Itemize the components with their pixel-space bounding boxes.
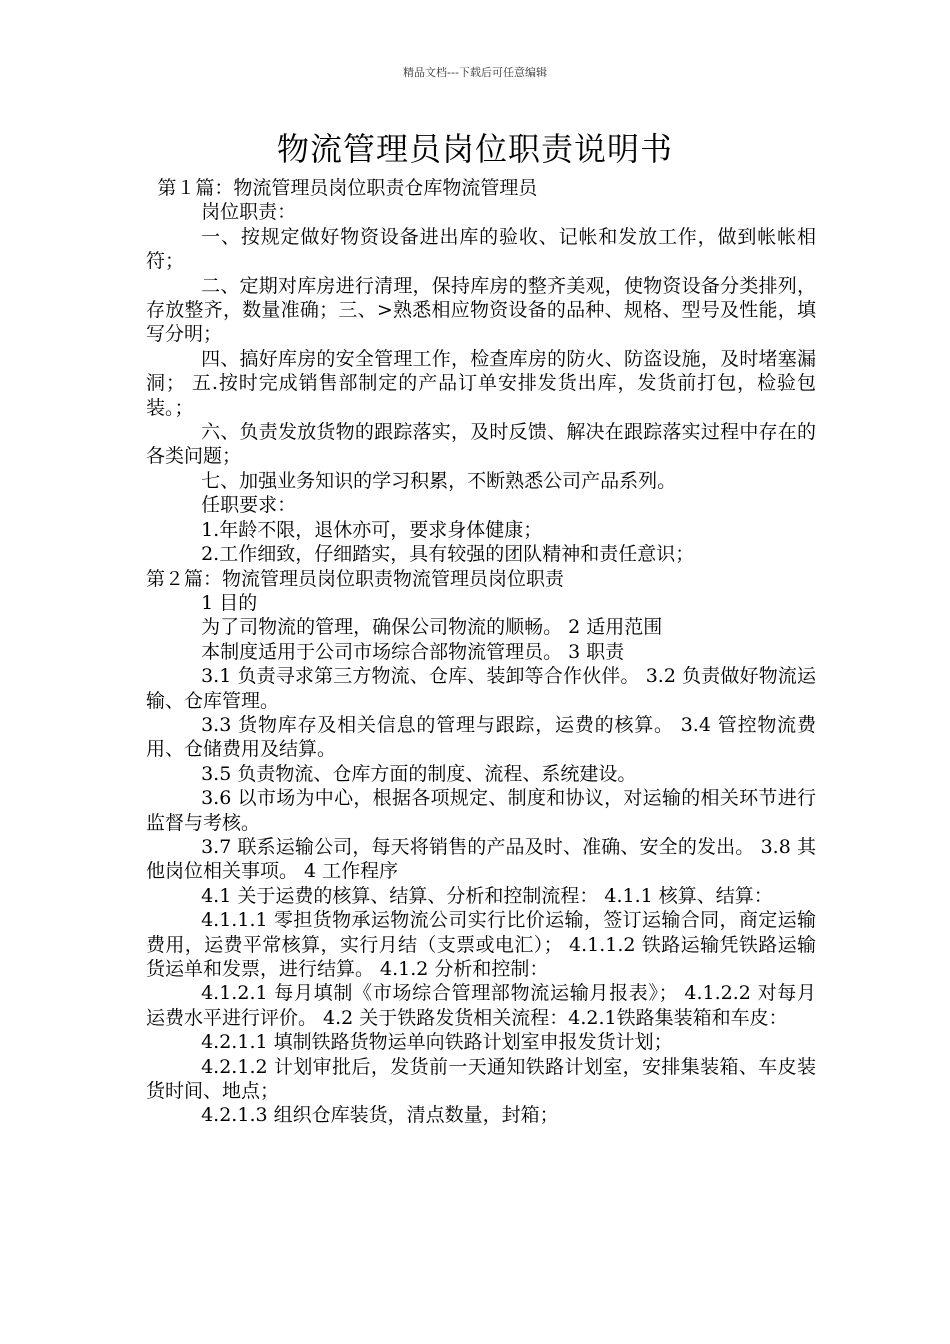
- paragraph: 1.年龄不限，退休亦可，要求身体健康；: [201, 518, 543, 541]
- paragraph: 3.7 联系运输公司，每天将销售的产品及时、准确、安全的发出。 3.8 其他岗位相关事项。 4 工作程序: [146, 835, 816, 883]
- paragraph: 3.3 货物库存及相关信息的管理与跟踪，运费的核算。 3.4 管控物流费用、仓储费用及结算。: [146, 713, 816, 761]
- paragraph: 4.1 关于运费的核算、结算、分析和控制流程： 4.1.1 核算、结算：: [201, 884, 773, 907]
- paragraph: 1 目的: [201, 591, 258, 614]
- paragraph: 七、加强业务知识的学习积累，不断熟悉公司产品系列。: [201, 469, 677, 492]
- paragraph: 四、搞好库房的安全管理工作，检查库房的防火、防盗设施，及时堵塞漏洞； 五.按时完成销售部制定的产品订单安排发货出库，发货前打包，检验包装。；: [146, 347, 816, 419]
- paragraph: 本制度适用于公司市场综合部物流管理员。 3 职责: [201, 640, 625, 663]
- paragraph: 六、负责发放货物的跟踪落实，及时反馈、解决在跟踪落实过程中存在的各类问题；: [146, 421, 816, 468]
- paragraph: 任职要求：: [201, 494, 297, 517]
- paragraph: 岗位职责：: [201, 201, 297, 224]
- document-body: [146, 176, 816, 1128]
- document-title: 物流管理员岗位职责说明书: [276, 130, 673, 168]
- paragraph: 3.5 负责物流、仓库方面的制度、流程、系统建设。: [201, 762, 637, 785]
- paragraph: 3.1 负责寻求第三方物流、仓库、装卸等合作伙伴。 3.2 负责做好物流运输、仓库管理。: [146, 665, 816, 712]
- paragraph: 一、按规定做好物资设备进出库的验收、记帐和发放工作，做到帐帐相符；: [146, 225, 816, 273]
- section-heading-2: 第２篇：物流管理员岗位职责物流管理员岗位职责: [146, 567, 565, 590]
- header-note: 精品文档---下载后可任意编辑: [403, 66, 547, 79]
- paragraph: 4.2.1.1 填制铁路货物运单向铁路计划室申报发货计划；: [201, 1031, 673, 1054]
- paragraph: 2.工作细致，仔细踏实，具有较强的团队精神和责任意识；: [201, 543, 695, 566]
- paragraph: 4.1.2.1 每月填制《市场综合管理部物流运输月报表》； 4.1.2.2 对每月运费水平进行评价。 4.2 关于铁路发货相关流程：4.2.1铁路集装箱和车皮：: [146, 982, 816, 1029]
- paragraph: 3.6 以市场为中心，根据各项规定、制度和协议，对运输的相关环节进行监督与考核。: [146, 787, 816, 834]
- paragraph: 4.2.1.2 计划审批后，发货前一天通知铁路计划室，安排集装箱、车皮装货时间、地点；: [146, 1055, 816, 1103]
- paragraph: 4.2.1.3 组织仓库装货，清点数量，封箱；: [201, 1104, 559, 1127]
- paragraph: 二、定期对库房进行清理，保持库房的整齐美观，使物资设备分类排列，存放整齐，数量准确；三、>熟悉相应物资设备的品种、规格、型号及性能，填写分明；: [146, 274, 816, 346]
- section-heading-1: 第１篇：物流管理员岗位职责仓库物流管理员: [157, 177, 538, 199]
- paragraph: 4.1.1.1 零担货物承运物流公司实行比价运输，签订运输合同，商定运输费用，运费平常核算，实行月结（支票或电汇）； 4.1.1.2 铁路运输凭铁路运输货运单和发票，进行结算。 4.1.2 分析和控制：: [146, 909, 816, 980]
- paragraph: 为了司物流的管理，确保公司物流的顺畅。 2 适用范围: [201, 616, 663, 639]
